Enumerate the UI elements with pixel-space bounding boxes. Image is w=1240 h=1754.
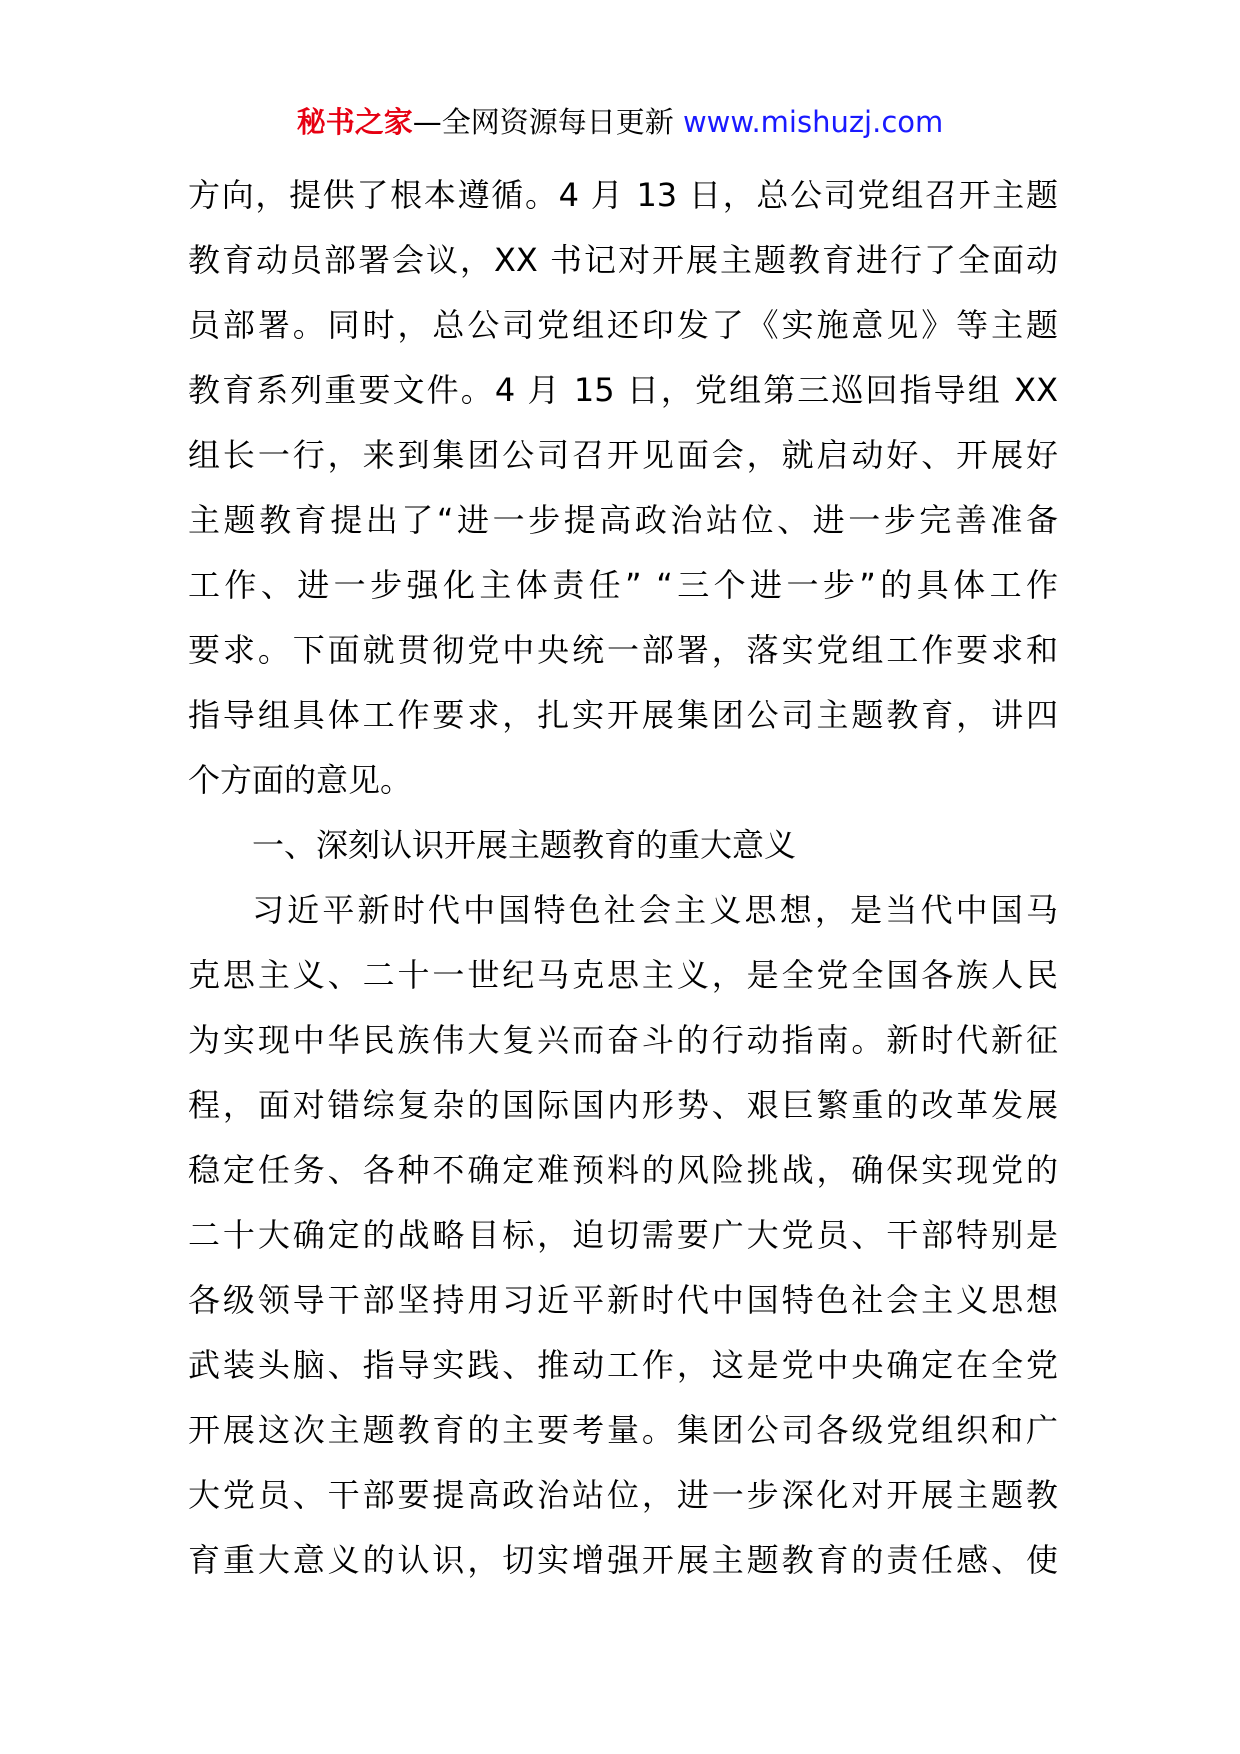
- text-line: 各级领导干部坚持用习近平新时代中国特色社会主义思想: [188, 1281, 1058, 1319]
- text-line: 稳定任务、各种不确定难预料的风险挑战，确保实现党的: [188, 1151, 1058, 1189]
- text-line: 工作、进一步强化主体责任” “三个进一步”的具体工作: [188, 566, 1058, 604]
- header-url-link[interactable]: www.mishuzj.com: [682, 105, 944, 139]
- text-line: 方向，提供了根本遵循。4 月 13 日，总公司党组召开主题: [188, 176, 1058, 214]
- text-line: 主题教育提出了“进一步提高政治站位、进一步完善准备: [188, 501, 1058, 539]
- text-line: 武装头脑、指导实践、推动工作，这是党中央确定在全党: [188, 1346, 1058, 1384]
- text-line: 要求。下面就贯彻党中央统一部署，落实党组工作要求和: [188, 631, 1058, 669]
- document-header: [0, 100, 1240, 144]
- text-line: 开展这次主题教育的主要考量。集团公司各级党组织和广: [188, 1411, 1058, 1449]
- text-line: 为实现中华民族伟大复兴而奋斗的行动指南。新时代新征: [188, 1021, 1058, 1059]
- text-line: 教育动员部署会议，XX 书记对开展主题教育进行了全面动: [188, 241, 1058, 279]
- text-line: 程，面对错综复杂的国际国内形势、艰巨繁重的改革发展: [188, 1086, 1058, 1124]
- text-line: 二十大确定的战略目标，迫切需要广大党员、干部特别是: [188, 1216, 1058, 1254]
- text-line: 育重大意义的认识，切实增强开展主题教育的责任感、使: [188, 1541, 1058, 1579]
- text-line: 大党员、干部要提高政治站位，进一步深化对开展主题教: [188, 1476, 1058, 1514]
- text-line: 克思主义、二十一世纪马克思主义，是全党全国各族人民: [188, 956, 1058, 994]
- text-line: 习近平新时代中国特色社会主义思想，是当代中国马: [252, 891, 1058, 929]
- text-line: 教育系列重要文件。4 月 15 日，党组第三巡回指导组 XX: [188, 371, 1058, 409]
- section-heading: 一、深刻认识开展主题教育的重大意义: [252, 826, 797, 864]
- text-line: 组长一行，来到集团公司召开见面会，就启动好、开展好: [188, 436, 1058, 474]
- document-body: [188, 163, 1058, 1593]
- paragraph-significance: [188, 878, 1058, 1593]
- paragraph-continuation: [188, 163, 1058, 813]
- text-line: 员部署。同时，总公司党组还印发了《实施意见》等主题: [188, 306, 1058, 344]
- header-tagline: —全网资源每日更新: [412, 105, 683, 139]
- text-line: 指导组具体工作要求，扎实开展集团公司主题教育，讲四: [188, 696, 1058, 734]
- text-line: 个方面的意见。: [188, 761, 413, 799]
- brand-name: 秘书之家: [296, 105, 413, 139]
